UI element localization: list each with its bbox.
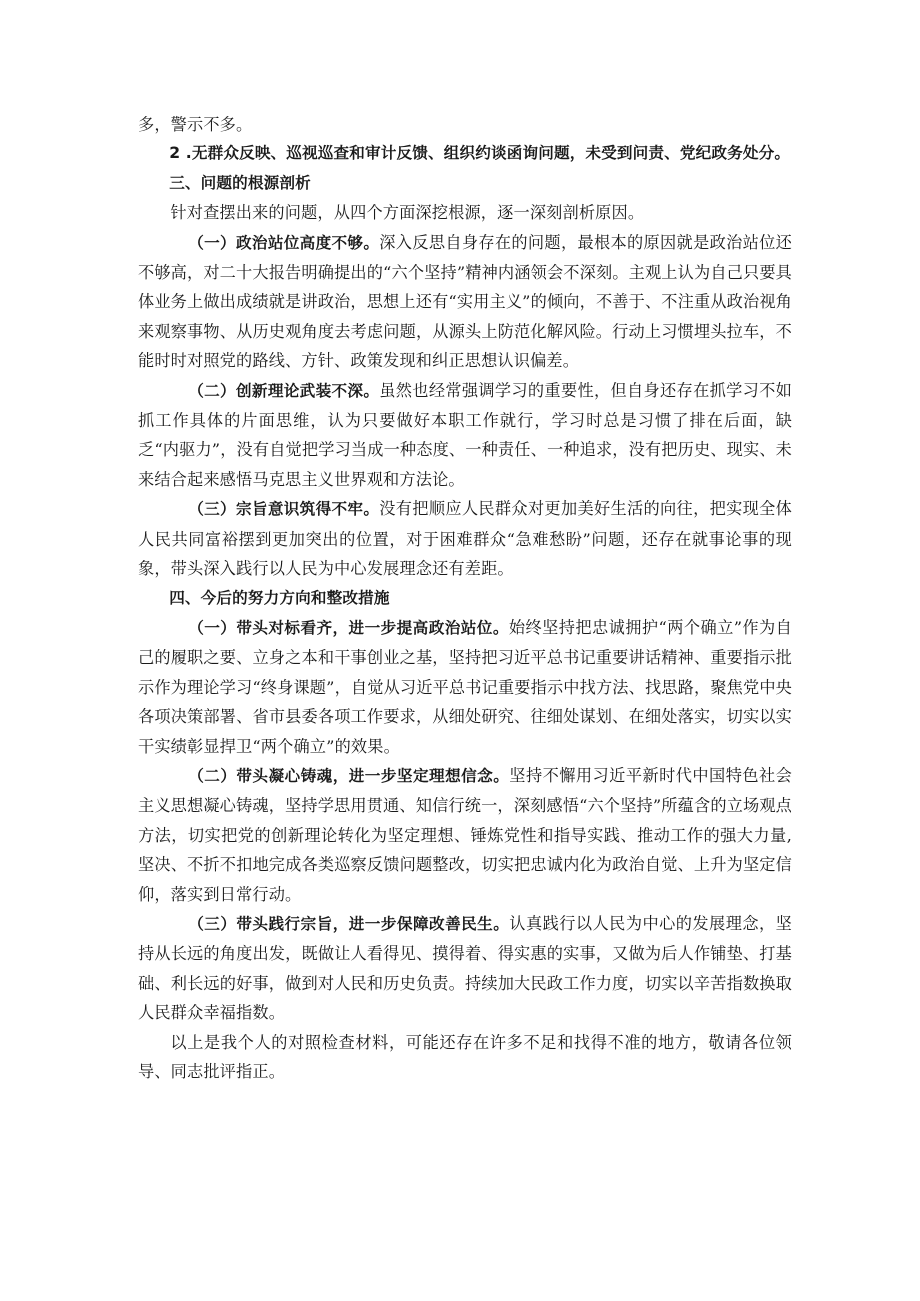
- point-body: 始终坚持把忠诚拥护“两个确立”作为自己的履职之要、立身之本和干事创业之基，坚持把习近平总书记重要讲话精神、重要指示批示作为理论学习“终身课题”，自觉从习近平总书记重要指示中找方法、找思路，聚焦党中央各项决策部署、省市县委各项工作要求，从细处研究、往细处谋划、在细处落实，切实以实干实绩彰显捍卫“两个确立”的效果。: [138, 617, 793, 756]
- section-4-point-1: [138, 613, 792, 761]
- section-3-point-1: [138, 228, 792, 376]
- section-3-title: 三、问题的根源剖析: [169, 173, 311, 192]
- section-4-point-3: [138, 909, 792, 1028]
- closing-paragraph: 以上是我个人的对照检查材料，可能还存在许多不足和找得不准的地方，敬请各位领导、同志批评指正。: [138, 1032, 792, 1081]
- item-2: 2 .无群众反映、巡视巡查和审计反馈、组织约谈函询问题，未受到问责、党纪政务处分。: [169, 144, 791, 163]
- point-body: 虽然也经常强调学习的重要性，但自身还存在抓学习不如抓工作具体的片面思维，认为只要做好本职工作就行，学习时总是习惯了排在后面，缺乏“内驱力”，没有自觉把学习当成一种态度、一种责任、一种追求，没有把历史、现实、未来结合起来感悟马克思主义世界观和方法论。: [138, 380, 793, 489]
- section-3-point-3: [138, 494, 792, 583]
- point-body: 坚持不懈用习近平新时代中国特色社会主义思想凝心铸魂，坚持学思用贯通、知信行统一，深刻感悟“六个坚持”所蕴含的立场观点方法，切实把党的创新理论转化为坚定理想、锤炼党性和指导实践、推动工作的强大力量,坚决、不折不扣地完成各类巡察反馈问题整改，切实把忠诚内化为政治自觉、上升为坚定信仰，落实到日常行动。: [138, 765, 793, 904]
- point-title: （二）带头凝心铸魂，进一步坚定理想信念。: [188, 766, 510, 785]
- document-body: [138, 110, 792, 1086]
- section-4-title: 四、今后的努力方向和整改措施: [169, 588, 390, 607]
- point-title: （一）政治站位高度不够。: [188, 233, 380, 252]
- continuation-text: 多，警示不多。: [138, 115, 253, 134]
- point-body: 没有把顺应人民群众对更加美好生活的向往，把实现全体人民共同富裕摆到更加突出的位置，对于困难群众“急难愁盼”问题，还存在就事论事的现象，带头深入践行以人民为中心发展理念还有差距。: [138, 499, 792, 579]
- section-3-intro: 针对查摆出来的问题，从四个方面深挖根源，逐一深刻剖析原因。: [170, 203, 645, 223]
- point-body: 深入反思自身存在的问题，最根本的原因就是政治站位还不够高，对二十大报告明确提出的“六个坚持”精神内涵领会不深刻。主观上认为自己只要具体业务上做出成绩就是讲政治，思想上还有“实用主义”的倾向，不善于、不注重从政治视角来观察事物、从历史观角度去考虑问题，从源头上防范化解风险。行动上习惯埋头拉车，不能时时对照党的路线、方针、政策发现和纠正思想认识偏差。: [138, 232, 793, 371]
- point-title: （三）宗旨意识筑得不牢。: [188, 500, 380, 519]
- point-title: （三）带头践行宗旨，进一步保障改善民生。: [188, 914, 510, 933]
- section-3-point-2: [138, 376, 792, 495]
- section-4-point-2: [138, 761, 792, 909]
- point-title: （二）创新理论武装不深。: [188, 381, 380, 400]
- point-title: （一）带头对标看齐，进一步提高政治站位。: [188, 618, 509, 637]
- point-body: 认真践行以人民为中心的发展理念，坚持从长远的角度出发，既做让人看得见、摸得着、得实惠的实事，又做为后人作铺垫、打基础、利长远的好事，做到对人民和历史负责。持续加大民政工作力度，切实以辛苦指数换取人民群众幸福指数。: [138, 913, 792, 1023]
